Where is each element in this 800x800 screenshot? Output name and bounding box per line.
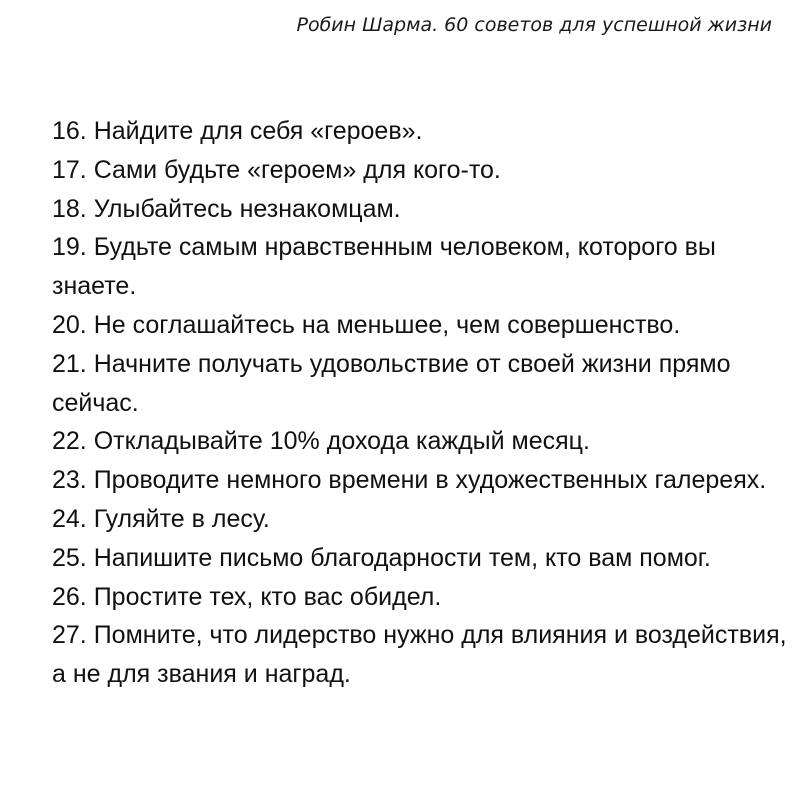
list-item: 21. Начните получать удовольствие от своей жизни прямо сейчас. xyxy=(52,349,731,417)
list-item: 18. Улыбайтесь незнакомцам. xyxy=(52,194,401,223)
list-item: 22. Откладывайте 10% дохода каждый месяц. xyxy=(52,427,590,456)
list-item: 23. Проводите немного времени в художественных галереях. xyxy=(52,466,767,495)
list-item: 20. Не соглашайтесь на меньшее, чем совершенство. xyxy=(52,310,681,339)
list-item: 25. Напишите письмо благодарности тем, кто вам помог. xyxy=(52,543,711,572)
list-item: 24. Гуляйте в лесу. xyxy=(52,504,270,533)
list-item: 27. Помните, что лидерство нужно для влияния и воздействия, а не для звания и наград. xyxy=(52,621,787,689)
page-header-title: Робин Шарма. 60 советов для успешной жизни xyxy=(296,14,772,36)
list-item: 17. Сами будьте «героем» для кого-то. xyxy=(52,155,501,184)
advice-list xyxy=(52,112,797,694)
list-item: 19. Будьте самым нравственным человеком, которого вы знаете. xyxy=(52,233,716,301)
list-item: 16. Найдите для себя «героев». xyxy=(52,117,423,145)
list-item: 26. Простите тех, кто вас обидел. xyxy=(52,582,442,611)
